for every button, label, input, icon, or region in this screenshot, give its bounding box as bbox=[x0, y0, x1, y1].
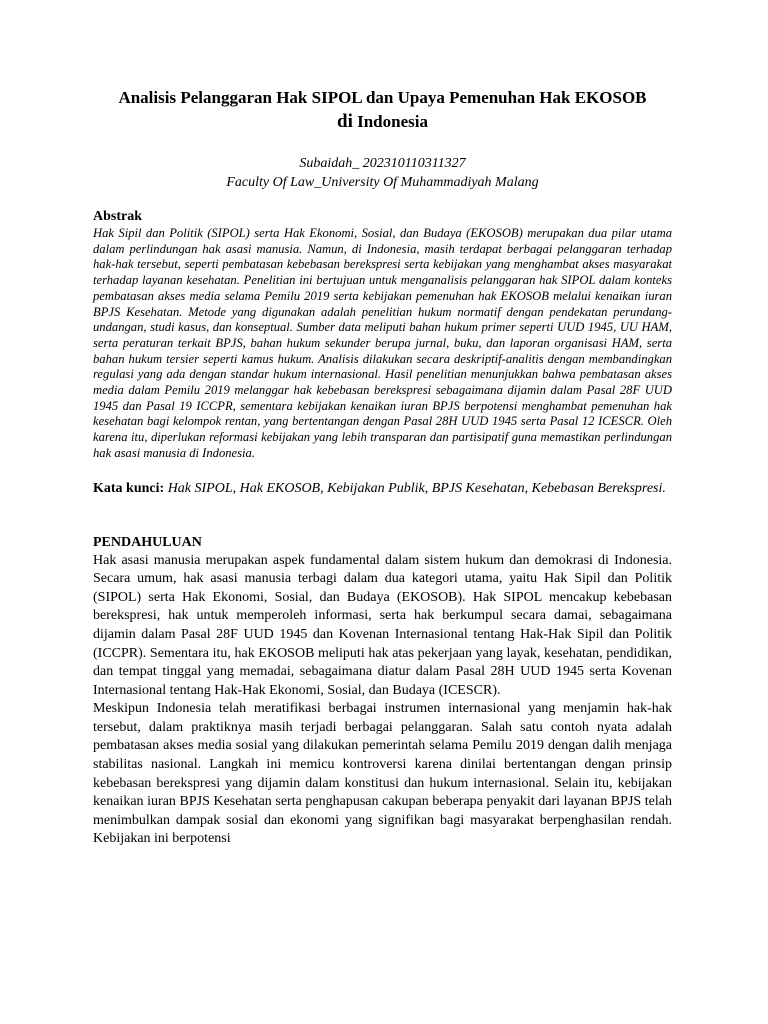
document-page bbox=[93, 86, 672, 849]
title-line-1: Analisis Pelanggaran Hak SIPOL dan Upaya Pemenuhan Hak EKOSOB bbox=[118, 88, 647, 107]
body-paragraph-1: Hak asasi manusia merupakan aspek fundamental dalam sistem hukum dan demokrasi di Indonesia. Secara umum, hak asasi manusia terbagi dalam dua kategori utama, yaitu Hak Sipil dan Politik (SIPOL) serta Hak Ekonomi, Sosial, dan Budaya (EKOSOB). Hak SIPOL mencakup kebebasan berekspresi, hak untuk memperoleh informasi, serta hak berkumpul secara damai, sebagaimana dijamin dalam Pasal 28F UUD 1945 dan Kovenan Internasional tentang Hak-Hak Sipil dan Politik (ICCPR). Sementara itu, hak EKOSOB meliputi hak atas pekerjaan yang layak, kesehatan, pendidikan, dan tempat tinggal yang memadai, sebagaimana diatur dalam Pasal 28H UUD 1945 serta Kovenan Internasional tentang Hak-Hak Ekonomi, Sosial, dan Budaya (ICESCR). bbox=[93, 552, 672, 698]
abstract-heading: Abstrak bbox=[93, 209, 143, 224]
keywords-label: Kata kunci: bbox=[93, 480, 165, 496]
paper-title bbox=[93, 86, 672, 134]
abstract-text: Hak Sipil dan Politik (SIPOL) serta Hak Ekonomi, Sosial, dan Budaya (EKOSOB) merupakan dua pilar utama dalam perlindungan hak asasi manusia. Namun, di Indonesia, masih terdapat berbagai pelanggaran terhadap hak-hak tersebut, seperti pembatasan kebebasan berekspresi serta kebijakan yang menghambat akses masyarakat terhadap layanan kesehatan. Penelitian ini bertujuan untuk menganalisis pelanggaran hak SIPOL dalam konteks pembatasan akses media selama Pemilu 2019 serta kebijakan pemenuhan hak EKOSOB melalui kenaikan iuran BPJS Kesehatan. Metode yang digunakan adalah penelitian hukum normatif dengan pendekatan perundang-undangan, studi kasus, dan konseptual. Sumber data meliputi bahan hukum primer seperti UUD 1945, UU HAM, serta peraturan terkait BPJS, bahan hukum sekunder berupa jurnal, buku, dan laporan organisasi HAM, serta bahan hukum tersier seperti kamus hukum. Analisis dilakukan secara deskriptif-analitis dengan membandingkan regulasi yang ada dengan standar hukum internasional. Hasil penelitian menunjukkan bahwa pembatasan akses media dalam Pemilu 2019 melanggar hak kebebasan berekspresi sebagaimana dijamin dalam Pasal 28F UUD 1945 dan Pasal 19 ICCPR, sementara kebijakan kenaikan iuran BPJS berpotensi menghambat pemenuhan hak kesehatan bagi kelompok rentan, yang bertentangan dengan Pasal 28H UUD 1945 serta Pasal 12 ICESCR. Oleh karena itu, diperlukan reformasi kebijakan yang lebih transparan dan partisipatif guna memastikan perlindungan hak asasi manusia di Indonesia. bbox=[93, 226, 672, 460]
title-line-2 bbox=[93, 110, 672, 134]
title-word-di: di bbox=[337, 111, 353, 132]
body-paragraph-2: Meskipun Indonesia telah meratifikasi berbagai instrumen internasional yang menjamin hak-hak tersebut, dalam praktiknya masih terjadi berbagai pelanggaran. Salah satu contoh nyata adalah pembatasan akses media sosial yang dilakukan pemerintah selama Pemilu 2019 dengan dalih menjaga stabilitas nasional. Langkah ini memicu kontroversi karena dinilai bertentangan dengan prinsip kebebasan berekspresi yang dijamin dalam konstitusi dan hukum internasional. Selain itu, kebijakan kenaikan iuran BPJS Kesehatan serta penghapusan cakupan beberapa penyakit dari layanan BPJS telah menimbulkan dampak sosial dan ekonomi yang signifikan bagi masyarakat berpenghasilan rendah. Kebijakan ini berpotensi bbox=[93, 701, 672, 847]
section-heading-pendahuluan: PENDAHULUAN bbox=[93, 534, 202, 550]
keywords-text: Hak SIPOL, Hak EKOSOB, Kebijakan Publik, BPJS Kesehatan, Kebebasan Berekspresi. bbox=[164, 480, 666, 496]
keywords bbox=[93, 479, 672, 498]
author-affiliation: Faculty Of Law_University Of Muhammadiyah Malang bbox=[226, 175, 539, 190]
author-block bbox=[93, 154, 672, 192]
author-name: Subaidah_ 202310110311327 bbox=[299, 156, 466, 171]
title-word-indonesia: Indonesia bbox=[352, 112, 428, 131]
